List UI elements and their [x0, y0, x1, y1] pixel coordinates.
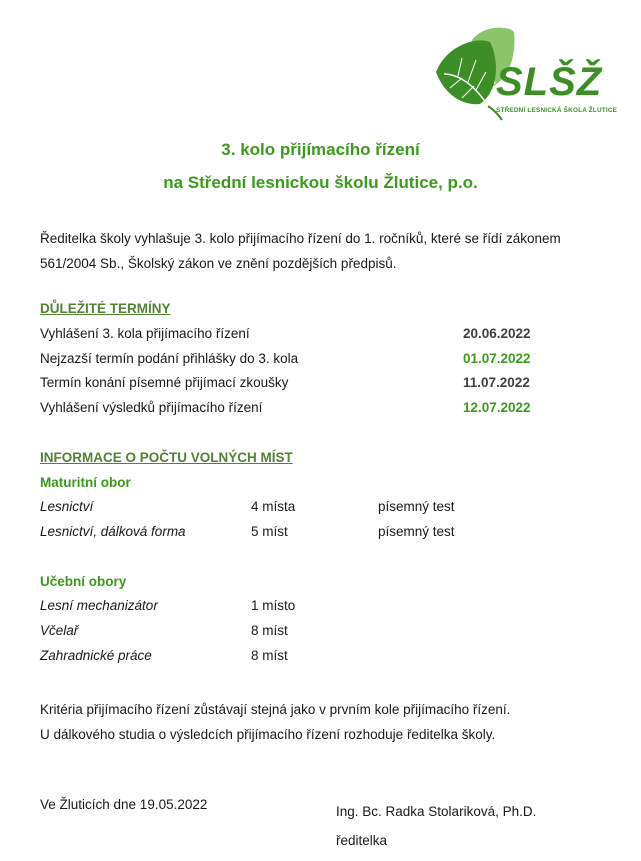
- school-logo-subtitle: STŘEDNÍ LESNICKÁ ŠKOLA ŽLUTICE: [496, 107, 618, 114]
- seat-count: 8 míst: [251, 623, 288, 638]
- document-title-line1: 3. kolo přijímacího řízení: [221, 140, 420, 159]
- term-row: [40, 375, 600, 395]
- signature-block: [336, 797, 536, 855]
- intro-line1: Ředitelka školy vyhlašuje 3. kolo přijímacího řízení do 1. ročníků, které se řídí zákonem: [40, 231, 561, 246]
- exam-type: písemný test: [378, 499, 455, 514]
- term-date: 12.07.2022: [463, 400, 531, 415]
- field-name: Zahradnické práce: [40, 648, 152, 663]
- maturitni-obor-heading: Maturitní obor: [40, 475, 131, 490]
- term-row: [40, 351, 600, 371]
- seat-row: [40, 598, 600, 618]
- seat-row: [40, 623, 600, 643]
- exam-type: písemný test: [378, 524, 455, 539]
- intro-line2: 561/2004 Sb., Školský zákon ve znění pozdějších předpisů.: [40, 256, 397, 271]
- signatory-name: Ing. Bc. Radka Stolariková, Ph.D.: [336, 804, 537, 819]
- term-row: [40, 400, 600, 420]
- intro-paragraph: [40, 226, 600, 276]
- important-dates-heading: DŮLEŽITÉ TERMÍNY: [40, 301, 171, 316]
- field-name: Lesnictví, dálková forma: [40, 524, 186, 539]
- ucebni-obory-heading: Učební obory: [40, 574, 127, 589]
- free-places-heading: INFORMACE O POČTU VOLNÝCH MÍST: [40, 450, 293, 465]
- seat-row: [40, 499, 600, 519]
- signatory-role: ředitelka: [336, 833, 388, 848]
- criteria-paragraph: [40, 697, 510, 747]
- criteria-line1: Kritéria přijímacího řízení zůstávají stejná jako v prvním kole přijímacího řízení.: [40, 702, 511, 717]
- term-label: Vyhlášení výsledků přijímacího řízení: [40, 400, 263, 415]
- school-logo-text: SLŠŽ: [496, 60, 603, 104]
- term-date: 01.07.2022: [463, 351, 531, 366]
- field-name: Lesní mechanizátor: [40, 598, 158, 613]
- term-date: 11.07.2022: [463, 375, 530, 390]
- seat-count: 1 místo: [251, 598, 296, 613]
- term-label: Vyhlášení 3. kola přijímacího řízení: [40, 326, 250, 341]
- seat-count: 5 míst: [251, 524, 288, 539]
- place-and-date: Ve Žluticích dne 19.05.2022: [40, 797, 208, 812]
- field-name: Lesnictví: [40, 499, 94, 514]
- seat-count: 4 místa: [251, 499, 296, 514]
- field-name: Včelař: [40, 623, 79, 638]
- term-row: [40, 326, 600, 346]
- criteria-line2: U dálkového studia o výsledcích přijímacího řízení rozhoduje ředitelka školy.: [40, 727, 496, 742]
- seat-row: [40, 524, 600, 544]
- term-label: Nejzazší termín podání přihlášky do 3. kola: [40, 351, 299, 366]
- seat-row: [40, 648, 600, 668]
- document-title-line2: na Střední lesnickou školu Žlutice, p.o.: [163, 173, 478, 192]
- term-date: 20.06.2022: [463, 326, 531, 341]
- term-label: Termín konání písemné přijímací zkoušky: [40, 375, 289, 390]
- seat-count: 8 míst: [251, 648, 288, 663]
